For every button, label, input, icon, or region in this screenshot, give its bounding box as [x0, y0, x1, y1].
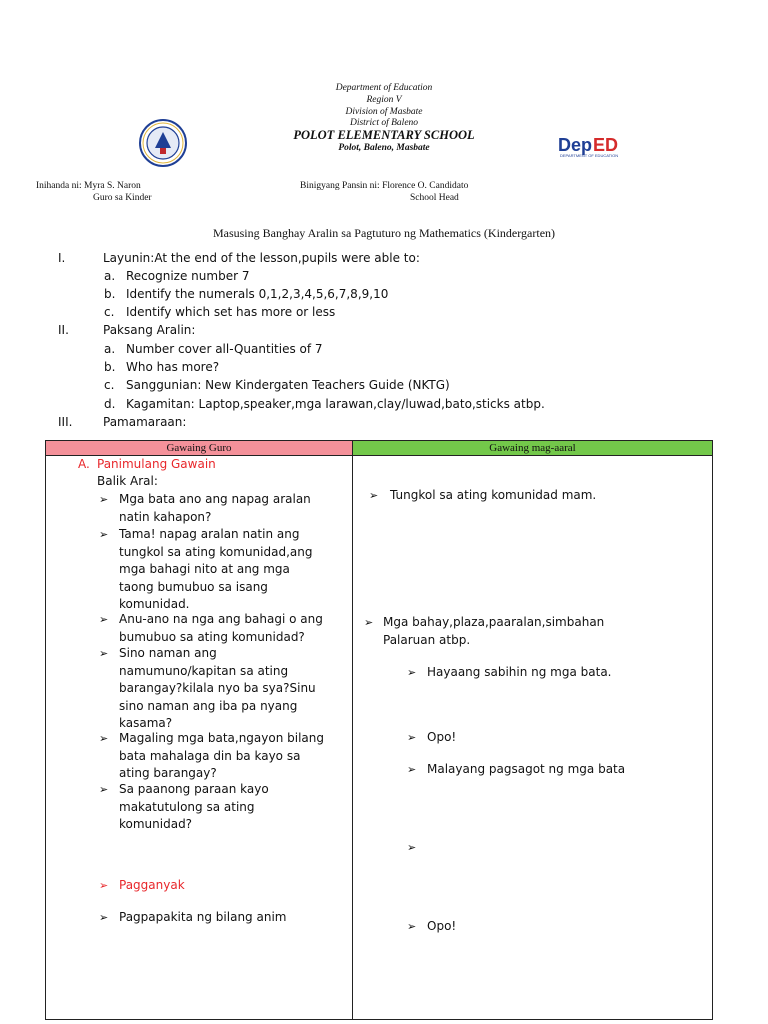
arrow-bullet-icon: ➢ [99, 732, 109, 745]
teacher-question: Magaling mga bata,ngayon bilang bata mahalaga din ba kayo sa ating barangay? [119, 731, 325, 780]
section-number: II. [58, 323, 69, 337]
arrow-bullet-icon: ➢ [407, 841, 417, 854]
section-heading: Pamamaraan: [103, 415, 187, 429]
pupil-answer: Opo! [427, 730, 457, 744]
arrow-bullet-icon: ➢ [369, 489, 379, 502]
teacher-question: Tama! napag aralan natin ang tungkol sa ating komunidad,ang mga bahagi nito at ang mga taong bumubuo sa isang komunidad. [119, 527, 313, 611]
teacher-question: Mga bata ano ang napag aralan natin kahapon? [119, 492, 311, 524]
prepared-role: Guro sa Kinder [93, 193, 152, 203]
objective-item: Identify the numerals 0,1,2,3,4,5,6,7,8,9,10 [126, 287, 389, 301]
objective-item: Recognize number 7 [126, 269, 250, 283]
item-marker: c. [104, 305, 115, 319]
header-pupil-activity: Gawaing mag-aaral [353, 441, 712, 456]
activities-table [45, 440, 713, 1020]
header-district: District of Baleno [349, 118, 419, 128]
arrow-bullet-icon: ➢ [99, 783, 109, 796]
noted-by: Binigyang Pansin ni: Florence O. Candidato [300, 181, 469, 191]
svg-text:ED: ED [593, 135, 619, 155]
deped-logo [556, 133, 640, 159]
header-region: Region V [366, 95, 402, 105]
arrow-bullet-icon: ➢ [99, 613, 109, 626]
arrow-bullet-icon: ➢ [99, 528, 109, 541]
teacher-activity: Pagpapakita ng bilang anim [119, 910, 287, 924]
arrow-bullet-icon: ➢ [99, 879, 109, 892]
arrow-bullet-icon: ➢ [407, 920, 417, 933]
review-heading: Balik Aral: [97, 474, 158, 488]
section-number: III. [58, 415, 73, 429]
arrow-bullet-icon: ➢ [407, 666, 417, 679]
arrow-bullet-icon: ➢ [99, 911, 109, 924]
school-name: POLOT ELEMENTARY SCHOOL [293, 128, 475, 142]
column-divider [352, 441, 353, 1019]
pupil-answer: Hayaang sabihin ng mga bata. [427, 665, 612, 679]
header-division: Division of Masbate [345, 107, 423, 117]
section-number: I. [58, 251, 66, 265]
subject-item: Sanggunian: New Kindergaten Teachers Guide (NKTG) [126, 378, 450, 392]
pupil-answer: Malayang pagsagot ng mga bata [427, 762, 626, 776]
noted-role: School Head [410, 193, 459, 203]
subject-item: Number cover all-Quantities of 7 [126, 342, 323, 356]
section-heading: Paksang Aralin: [103, 323, 196, 337]
item-marker: a. [104, 269, 116, 283]
pupil-answer: Mga bahay,plaza,paaralan,simbahan Palaruan atbp. [383, 615, 605, 647]
arrow-bullet-icon: ➢ [364, 616, 374, 629]
prepared-by: Inihanda ni: Myra S. Naron [36, 181, 141, 191]
pupil-answer: Tungkol sa ating komunidad mam. [390, 488, 597, 502]
pupil-answer: Opo! [427, 919, 457, 933]
arrow-bullet-icon: ➢ [99, 493, 109, 506]
item-marker: b. [104, 287, 116, 301]
header-teacher-activity: Gawaing Guro [46, 441, 352, 456]
arrow-bullet-icon: ➢ [407, 763, 417, 776]
lesson-plan-title: Masusing Banghay Aralin sa Pagtuturo ng Mathematics (Kindergarten) [212, 226, 556, 240]
section-heading: Layunin:At the end of the lesson,pupils were able to: [103, 251, 420, 265]
teacher-question: Sa paanong paraan kayo makatutulong sa ating komunidad? [119, 782, 269, 831]
motivation-heading: Pagganyak [119, 878, 185, 892]
arrow-bullet-icon: ➢ [407, 731, 417, 744]
subject-item: Who has more? [126, 360, 220, 374]
subject-item: Kagamitan: Laptop,speaker,mga larawan,clay/luwad,bato,sticks atbp. [126, 397, 545, 411]
section-title: Panimulang Gawain [97, 457, 216, 471]
item-marker: b. [104, 360, 116, 374]
section-marker: A. [78, 457, 90, 471]
teacher-question: Anu-ano na nga ang bahagi o ang bumubuo sa ating komunidad? [119, 612, 323, 644]
item-marker: d. [104, 397, 116, 411]
teacher-question: Sino naman ang namumuno/kapitan sa ating barangay?kilala nyo ba sya?Sinu sino naman ang iba pa nyang kasama? [119, 646, 316, 730]
svg-text:Dep: Dep [558, 135, 593, 155]
svg-text:DEPARTMENT OF EDUCATION: DEPARTMENT OF EDUCATION [560, 153, 619, 158]
header-department: Department of Education [335, 83, 433, 93]
objective-item: Identify which set has more or less [126, 305, 336, 319]
deped-seal-logo [131, 118, 195, 168]
school-address: Polot, Baleno, Masbate [338, 143, 430, 153]
arrow-bullet-icon: ➢ [99, 647, 109, 660]
item-marker: a. [104, 342, 116, 356]
item-marker: c. [104, 378, 115, 392]
